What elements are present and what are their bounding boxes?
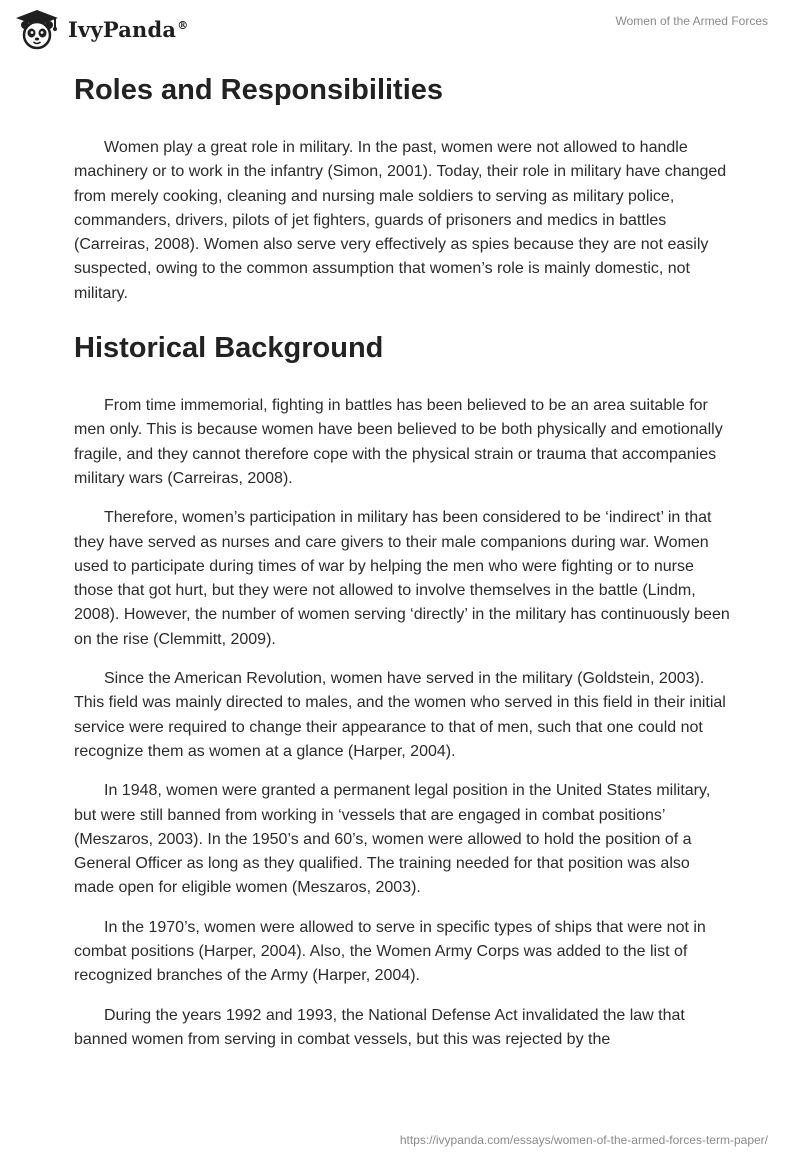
ivypanda-logo[interactable] xyxy=(14,8,188,50)
paragraph: Since the American Revolution, women have served in the military (Goldstein, 2003). This field was mainly directed to males, and the women who served in this field in their initial service were required to change their appearance to that of men, such that one could not recognize them as women at a glance (Harper, 2004). xyxy=(74,670,726,760)
section-heading-roles: Roles and Responsibilities xyxy=(74,74,444,106)
document-title: Women of the Armed Forces xyxy=(615,14,768,28)
paragraph: In the 1970’s, women were allowed to serve in specific types of ships that were not in combat positions (Harper, 2004). Also, the Women Army Corps was added to the list of recognized branches of the Army (Harper, 2004). xyxy=(74,918,706,985)
paragraph: Women play a great role in military. In the past, women were not allowed to handle machinery or to work in the infantry (Simon, 2001). Today, their role in military have changed from merely cooking, cleaning and nursing male soldiers to serving as military police, commanders, drivers, pilots of jet fighters, guards of prisoners and medics in battles (Carreiras, 2008). Women also serve very effectively as spies because they are not easily suspected, owing to the common assumption that women’s role is mainly domestic, not military. xyxy=(74,139,727,302)
section-heading-history: Historical Background xyxy=(74,332,384,365)
registered-mark: ® xyxy=(177,18,189,32)
paragraph: From time immemorial, fighting in battles has been believed to be an area suitable for men only. This is because women have been believed to be both physically and emotionally fragile, and they cannot therefore cope with the physical strain or trauma that accompanies military wars (Carreiras, 2008). xyxy=(74,397,723,487)
logo-text: IvyPanda® xyxy=(68,16,189,42)
paragraph: Therefore, women’s participation in military has been considered to be ‘indirect’ in that they have served as nurses and care givers to their male companions during war. Women used to participate during times of war by helping the men who were fighting or to nurse those that got hurt, but they were not allowed to involve themselves in the battle (Lindm, 2008). However, the number of women serving ‘directly’ in the military has continuously been on the rise (Clemmitt, 2009). xyxy=(74,509,730,648)
source-url[interactable]: https://ivypanda.com/essays/women-of-the-armed-forces-term-paper/ xyxy=(399,1133,768,1147)
essay-content xyxy=(74,70,734,1052)
paragraph: During the years 1992 and 1993, the National Defense Act invalidated the law that banned women from serving in combat vessels, but this was rejected by the xyxy=(74,1006,685,1048)
page-header xyxy=(0,0,800,60)
paragraph: In 1948, women were granted a permanent legal position in the United States military, but were still banned from working in ‘vessels that are engaged in combat positions’ (Meszaros, 2003). In the 1950’s and 60’s, women were allowed to hold the position of a General Officer as long as they qualified. The training needed for that position was also made open for eligible women (Meszaros, 2003). xyxy=(74,782,711,897)
panda-graduate-icon xyxy=(14,8,60,50)
